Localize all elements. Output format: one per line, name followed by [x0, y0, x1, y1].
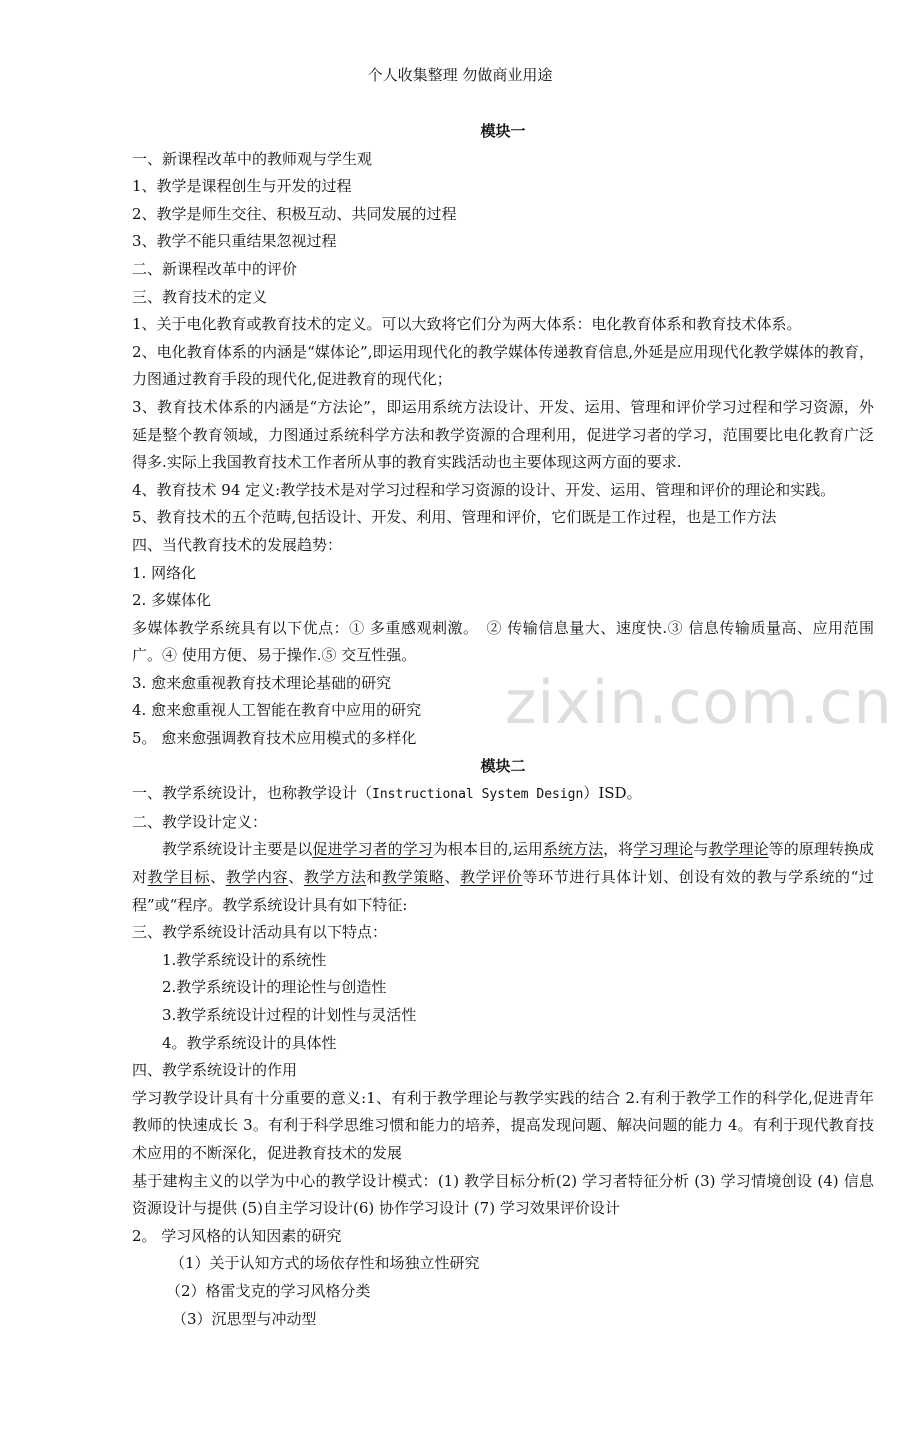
paragraph-multimedia: 多媒体教学系统具有以下优点：① 多重感观刺激。 ② 传输信息量大、速度快.③ 信息传输质量高、应用范围广。④ 使用方便、易于操作.⑤ 交互性强。: [132, 618, 874, 665]
trend-item: 5。 愈来愈强调教育技术应用模式的多样化: [132, 729, 417, 748]
paragraph-design-definition: [132, 836, 874, 919]
text-span: 为根本目的,运用: [432, 840, 543, 859]
module2-title: 模块二: [480, 756, 526, 775]
feature-item: 4。教学系统设计的具体性: [162, 1033, 337, 1052]
heading-evaluation: 二、新课程改革中的评价: [132, 259, 298, 278]
feature-item: 2.教学系统设计的理论性与创造性: [162, 978, 387, 997]
underlined-term: 学习理论: [633, 840, 694, 859]
heading-isd: [132, 780, 874, 809]
paragraph-constructivist-model: 基于建构主义的以学为中心的教学设计模式：(1) 教学目标分析(2) 学习者特征分析 (3) 学习情境创设 (4) 信息资源设计与提供 (5)自主学习设计(6) 协作学习设计 (7) 学习效果评价设计: [132, 1171, 874, 1218]
underlined-term: 教学理论: [708, 840, 769, 859]
page-header: 个人收集整理 勿做商业用途: [367, 66, 553, 84]
isd-suffix: ）ISD。: [583, 784, 642, 803]
heading-features: 三、教学系统设计活动具有以下特点：: [132, 923, 388, 942]
underlined-term: 教学方法: [303, 868, 367, 887]
feature-item: 1.教学系统设计的系统性: [162, 950, 327, 969]
trend-item: 4. 愈来愈重视人工智能在教育中应用的研究: [132, 701, 422, 720]
text-span: 与: [693, 840, 709, 859]
isd-prefix: 一、教学系统设计，也称教学设计（: [132, 784, 373, 803]
module1-title: 模块一: [480, 122, 526, 140]
text-line: 1、教学是课程创生与开发的过程: [132, 177, 352, 196]
paragraph-media-theory: 2、电化教育体系的内涵是“媒体论”,即运用现代化的教学媒体传递教育信息,外延是应用现代化教学媒体的教育，力图通过教育手段的现代化,促进教育的现代化；: [132, 342, 874, 389]
heading-teacher-student: 一、新课程改革中的教师观与学生观: [132, 149, 373, 168]
text-line-five-domains: 5、教育技术的五个范畴,包括设计、开发、利用、管理和评价，它们既是工作过程，也是工作方法: [132, 508, 777, 527]
feature-item: 3.教学系统设计过程的计划性与灵活性: [162, 1006, 417, 1024]
heading-edtech-definition: 三、教育技术的定义: [132, 287, 268, 306]
watermark: zixin.com.cn: [505, 668, 893, 738]
text-span: 等的原理转换成对: [132, 840, 874, 887]
text-span: 、: [288, 868, 304, 887]
heading-role: 四、教学系统设计的作用: [132, 1061, 298, 1080]
text-line: 3、教学不能只重结果忽视过程: [132, 232, 337, 251]
text-span: 等环节进行具体计划、创设有效的教与学系统的“过程”或“程序。教学系统设计具有如下特征:: [132, 868, 874, 914]
style-item: （3）沉思型与冲动型: [172, 1309, 317, 1328]
paragraph-meaning: 学习教学设计具有十分重要的意义:1、有利于教学理论与教学实践的结合 2.有利于教学工作的科学化,促进青年教师的快速成长 3。有利于科学思维习惯和能力的培养，提高发现问题、解决问题的能力 4。有利于现代教育技术应用的不断深化，促进教育技术的发展: [132, 1088, 874, 1162]
text-line-94-definition: 4、教育技术 94 定义:教学技术是对学习过程和学习资源的设计、开发、运用、管理和评价的理论和实践。: [132, 480, 836, 499]
document-body: [132, 118, 874, 1333]
text-line: 2、教学是师生交往、积极互动、共同发展的过程: [132, 204, 457, 223]
style-item: （1）关于认知方式的场依存性和场独立性研究: [170, 1254, 480, 1273]
text-span: 、: [210, 868, 226, 887]
trend-item: 2. 多媒体化: [132, 591, 212, 610]
heading-design-definition: 二、教学设计定义：: [132, 812, 268, 831]
text-span: 教学系统设计主要是以: [162, 840, 313, 859]
text-span: 和: [366, 868, 382, 887]
underlined-term: 教学目标: [147, 868, 211, 887]
text-span: 、: [444, 868, 461, 887]
heading-learning-style: 2。 学习风格的认知因素的研究: [132, 1226, 342, 1245]
underlined-term: 促进学习者的学习: [312, 840, 433, 859]
heading-trends: 四、当代教育技术的发展趋势：: [132, 535, 343, 554]
style-item: （2）格雷戈克的学习风格分类: [166, 1281, 371, 1300]
underlined-term: 教学评价: [460, 868, 523, 887]
underlined-term: 教学策略: [381, 868, 445, 887]
text-span: ，将: [603, 840, 634, 859]
paragraph-method-theory: 3、教育技术体系的内涵是“方法论”，即运用系统方法设计、开发、运用、管理和评价学习过程和学习资源，外延是整个教育领域，力图通过系统科学方法和教学资源的合理利用，促进学习者的学习，范围要比电化教育广泛得多.实际上我国教育技术工作者所从事的教育实践活动也主要体现这两方面的要求.: [132, 397, 874, 472]
text-line: 1、关于电化教育或教育技术的定义。可以大致将它们分为两大体系：电化教育体系和教育技术体系。: [132, 315, 802, 334]
underlined-term: 系统方法: [542, 840, 604, 859]
trend-item: 1. 网络化: [132, 563, 197, 582]
isd-english: Instructional System Design: [372, 787, 584, 803]
trend-item: 3. 愈来愈重视教育技术理论基础的研究: [132, 673, 392, 692]
underlined-term: 教学内容: [225, 868, 289, 887]
